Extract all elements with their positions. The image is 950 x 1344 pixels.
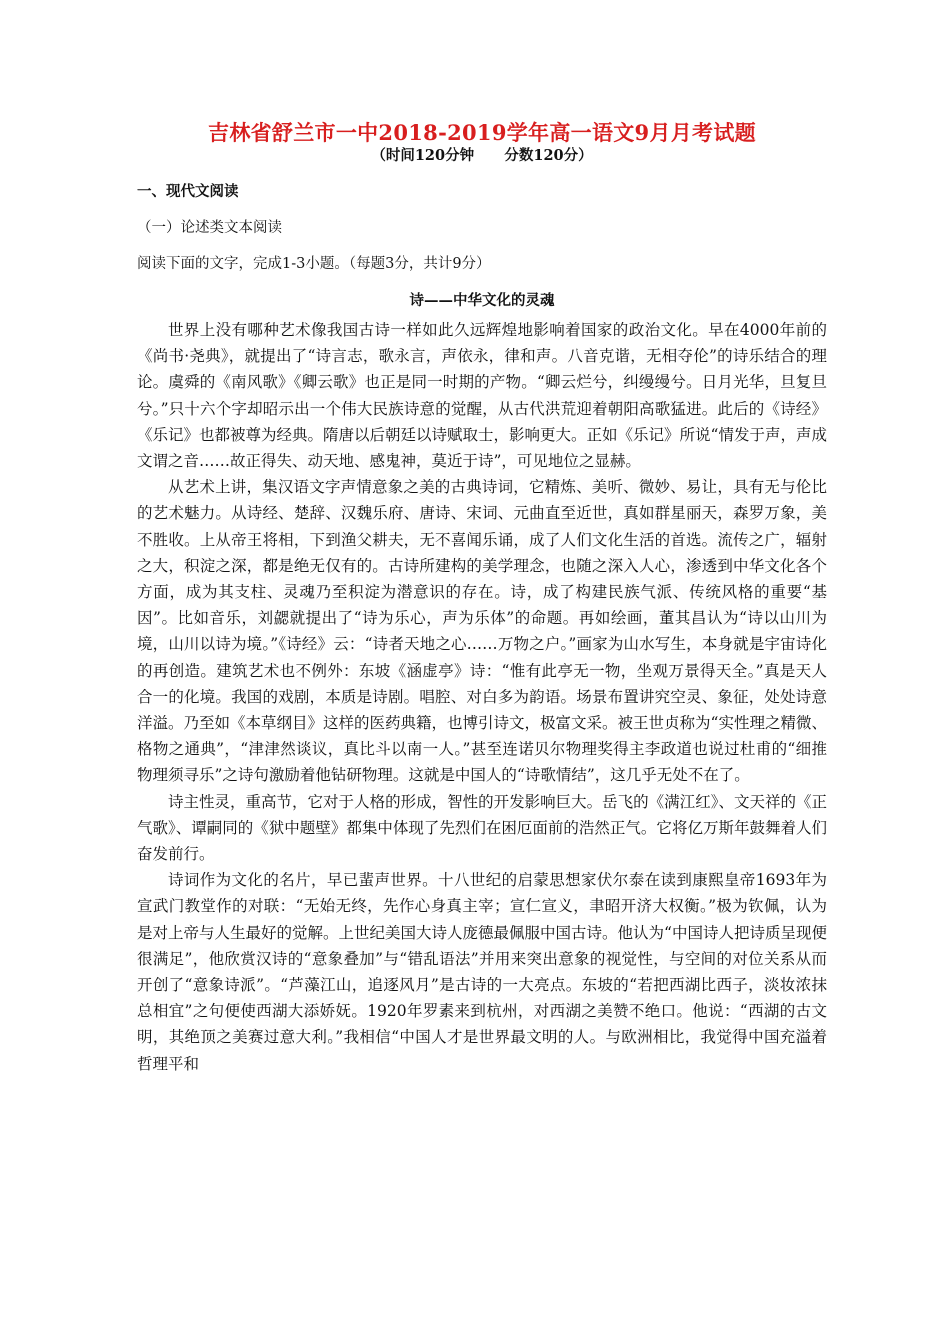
exam-title: 吉林省舒兰市一中2018-2019学年高一语文9月月考试题 (208, 120, 756, 145)
article-body (137, 317, 827, 1077)
article-paragraph: 世界上没有哪种艺术像我国古诗一样如此久远辉煌地影响着国家的政治文化。早在4000年前的《尚书·尧典》，就提出了“诗言志，歌永言，声依永，律和声。八音克谐，无相夺伦”的诗乐结合的理论。虞舜的《南风歌》《卿云歌》也正是同一时期的产物。“卿云烂兮，纠缦缦兮。日月光华，旦复旦兮。”只十六个字却昭示出一个伟大民族诗意的觉醒，从古代洪荒迎着朝阳高歌猛进。此后的《诗经》《乐记》也都被尊为经典。隋唐以后朝廷以诗赋取士，影响更大。正如《乐记》所说“情发于声，声成文谓之音……故正得失、动天地、感鬼神，莫近于诗”，可见地位之显赫。 (137, 321, 827, 471)
article-paragraph: 从艺术上讲，集汉语文字声情意象之美的古典诗词，它精炼、美听、微妙、易让，具有无与伦比的艺术魅力。从诗经、楚辞、汉魏乐府、唐诗、宋词、元曲直至近世，真如群星丽天，森罗万象，美不胜收。上从帝王将相，下到渔父耕夫，无不喜闻乐诵，成了人们文化生活的首选。流传之广，辐射之大，积淀之深，都是绝无仅有的。古诗所建构的美学理念，也随之深入人心，渗透到中华文化各个方面，成为其支柱、灵魂乃至积淀为潜意识的存在。诗，成了构建民族气派、传统风格的重要“基因”。比如音乐，刘勰就提出了“诗为乐心，声为乐体”的命题。再如绘画，董其昌认为“诗以山川为境，山川以诗为境。”《诗经》云：“诗者天地之心……万物之户。”画家为山水写生，本身就是宇宙诗化的再创造。建筑艺术也不例外：东坡《涵虚亭》诗：“惟有此亭无一物，坐观万景得天全。”真是天人合一的化境。我国的戏剧，本质是诗剧。唱腔、对白多为韵语。场景布置讲究空灵、象征，处处诗意洋溢。乃至如《本草纲目》这样的医药典籍，也博引诗文，极富文采。被王世贞称为“实性理之精微、格物之通典”，“津津然谈议，真比斗以南一人。”甚至连诺贝尔物理奖得主李政道也说过杜甫的“细推物理须寻乐”之诗句激励着他钻研物理。这就是中国人的“诗歌情结”，这几乎无处不在了。 (137, 478, 827, 785)
reading-instruction: 阅读下面的文字，完成1-3小题。（每题3分，共计9分） (137, 256, 491, 272)
exam-page (137, 118, 827, 1077)
article-title: 诗——中华文化的灵魂 (409, 292, 555, 309)
exam-time-score: （时间120分钟 分数120分） (371, 147, 593, 164)
subsection-heading: （一）论述类文本阅读 (137, 220, 282, 236)
article-paragraph: 诗主性灵，重高节，它对于人格的形成，智性的开发影响巨大。岳飞的《满江红》、文天祥的《正气歌》、谭嗣同的《狱中题壁》都集中体现了先烈们在困厄面前的浩然正气。它将亿万斯年鼓舞着人们奋发前行。 (137, 792, 827, 864)
section-heading: 一、现代文阅读 (137, 183, 239, 200)
article-paragraph: 诗词作为文化的名片，早已蜚声世界。十八世纪的启蒙思想家伏尔泰在读到康熙皇帝1693年为宣武门教堂作的对联：“无始无终，先作心身真主宰；宣仁宣义，聿昭开济大权衡。”极为钦佩，认为是对上帝与人生最好的觉解。上世纪美国大诗人庞德最佩服中国古诗。他认为“中国诗人把诗质呈现便很满足”，他欣赏汉诗的“意象叠加”与“错乱语法”并用来突出意象的视觉性，与空间的对位关系从而开创了“意象诗派”。“芦藻江山，追逐风月”是古诗的一大亮点。东坡的“若把西湖比西子，淡妆浓抹总相宜”之句便使西湖大添娇妩。1920年罗素来到杭州，对西湖之美赞不绝口。他说：“西湖的古文明，其绝顶之美赛过意大利。”我相信“中国人才是世界最文明的人。与欧洲相比，我觉得中国充溢着哲理平和 (137, 871, 827, 1073)
